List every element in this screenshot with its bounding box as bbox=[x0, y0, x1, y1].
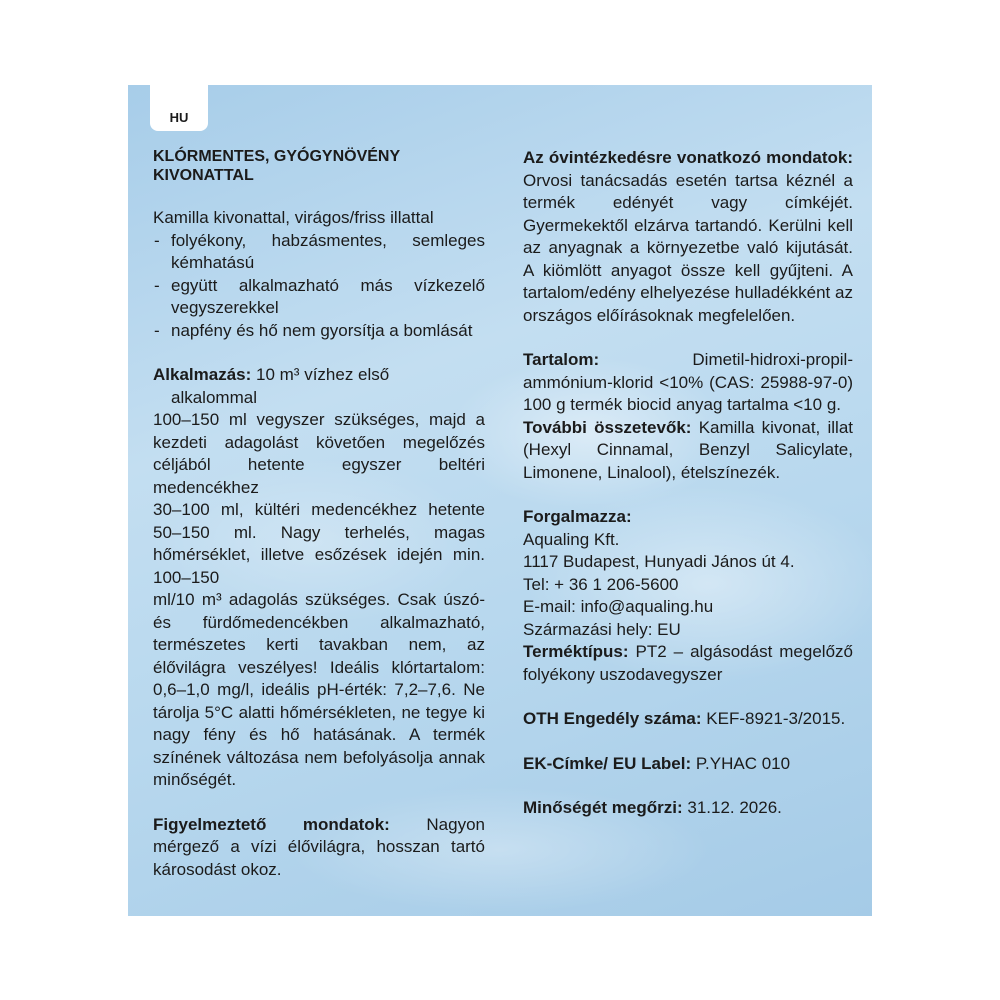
ek-label: EK-Címke/ EU Label: bbox=[523, 753, 692, 773]
precaution-text: Orvosi tanácsadás esetén tartsa kéznél a termék edényét vagy címkéjét. Gyermekektől elzárva tartandó. Kerülni kell az anyagnak a környezetbe való kijutását. A kiömlött anyagot össze kell gyűjteni. A tartalom/edény elhelyezése hulladékként az országos előírásoknak megfelelően. bbox=[523, 170, 853, 325]
precaution-paragraph bbox=[523, 147, 853, 327]
content-paragraph bbox=[523, 349, 853, 417]
oth-label: OTH Engedély száma: bbox=[523, 709, 702, 728]
left-column bbox=[153, 147, 485, 881]
feature-list bbox=[153, 230, 485, 343]
application-text-3: ml/10 m³ adagolás szükséges. Csak úszó- és fürdőmedencékben alkalmazható, természetes kerti tavakban nem, az élővilágra veszélyes! Ideális klórtartalom: 0,6–1,0 mg/l, ideális pH-érték: 7,2–7,6. Ne tárolja 5°C alatti hőmérsékleten, ne tegye ki nagy fény és hő hatásának. A termék színének változása nem befolyásolja annak minőségét. bbox=[153, 590, 485, 789]
application-first-cont: alkalommal bbox=[171, 387, 257, 407]
bestbefore-value: 31.12. 2026. bbox=[687, 798, 782, 817]
application-first: 10 m³ vízhez első bbox=[256, 365, 390, 384]
product-label bbox=[128, 85, 872, 916]
oth-paragraph bbox=[523, 708, 853, 731]
product-type-label: Terméktípus: bbox=[523, 642, 629, 661]
distributor-block bbox=[523, 506, 853, 641]
distributor-email: E-mail: info@aqualing.hu bbox=[523, 597, 714, 616]
product-type-paragraph bbox=[523, 641, 853, 686]
content-text: Dimetil-hidroxi-propil-ammónium-klorid <10% (CAS: 25988-97-0) 100 g termék biocid anyag tartalma <10 g. bbox=[523, 350, 853, 414]
language-tab: HU bbox=[150, 85, 208, 131]
application-label: Alkalmazás: bbox=[153, 365, 252, 384]
product-type-text: PT2 – algásodást megelőző folyékony uszodavegyszer bbox=[523, 642, 853, 684]
ingredients-text: Kamilla kivonat, illat (Hexyl Cinnamal, Benzyl Salicylate, Limonene, Linalool), ételszínezék. bbox=[523, 417, 853, 482]
bestbefore-label: Minőségét megőrzi: bbox=[523, 798, 683, 817]
application-heading bbox=[153, 364, 485, 387]
warning-text: Nagyon mérgező a vízi élővilágra, hosszan tartó károsodást okoz. bbox=[153, 814, 485, 879]
application-text-1: 100–150 ml vegyszer szükséges, majd a kezdeti adagolást követően megelőzés céljából hetente egyszer beltéri medencékhez bbox=[153, 410, 485, 497]
intro-text: Kamilla kivonattal, virágos/friss illattal bbox=[153, 208, 434, 227]
ingredients-label: További összetevők: bbox=[523, 417, 692, 437]
list-item: - együtt alkalmazható más vízkezelő vegyszerekkel bbox=[153, 275, 485, 320]
distributor-label: Forgalmazza: bbox=[523, 507, 632, 526]
ek-paragraph bbox=[523, 753, 853, 776]
content-label: Tartalom: bbox=[523, 350, 600, 369]
right-column bbox=[523, 147, 853, 820]
ingredients-paragraph bbox=[523, 417, 853, 485]
list-item: - folyékony, habzásmentes, semleges kémhatású bbox=[153, 230, 485, 275]
distributor-origin: Származási hely: EU bbox=[523, 619, 681, 639]
precaution-label: Az óvintézkedésre vonatkozó mondatok: bbox=[523, 148, 853, 167]
bestbefore-paragraph bbox=[523, 797, 853, 820]
warning-label: Figyelmeztető mondatok: bbox=[153, 814, 390, 834]
distributor-line bbox=[523, 506, 853, 551]
warning-paragraph bbox=[153, 814, 485, 882]
product-title: KLÓRMENTES, GYÓGYNÖVÉNY KIVONATTAL bbox=[153, 148, 400, 184]
ek-value: P.YHAC 010 bbox=[695, 753, 791, 773]
distributor-name: Aqualing Kft. bbox=[523, 529, 620, 549]
list-item: - napfény és hő nem gyorsítja a bomlását bbox=[153, 320, 485, 343]
distributor-phone: Tel: + 36 1 206-5600 bbox=[523, 574, 679, 594]
oth-value: KEF-8921-3/2015. bbox=[706, 709, 846, 728]
distributor-address: 1117 Budapest, Hunyadi János út 4. bbox=[523, 552, 795, 571]
application-text-2: 30–100 ml, kültéri medencékhez hetente 50–150 ml. Nagy terhelés, magas hőmérséklet, illetve esőzések idején min. 100–150 bbox=[153, 500, 485, 587]
